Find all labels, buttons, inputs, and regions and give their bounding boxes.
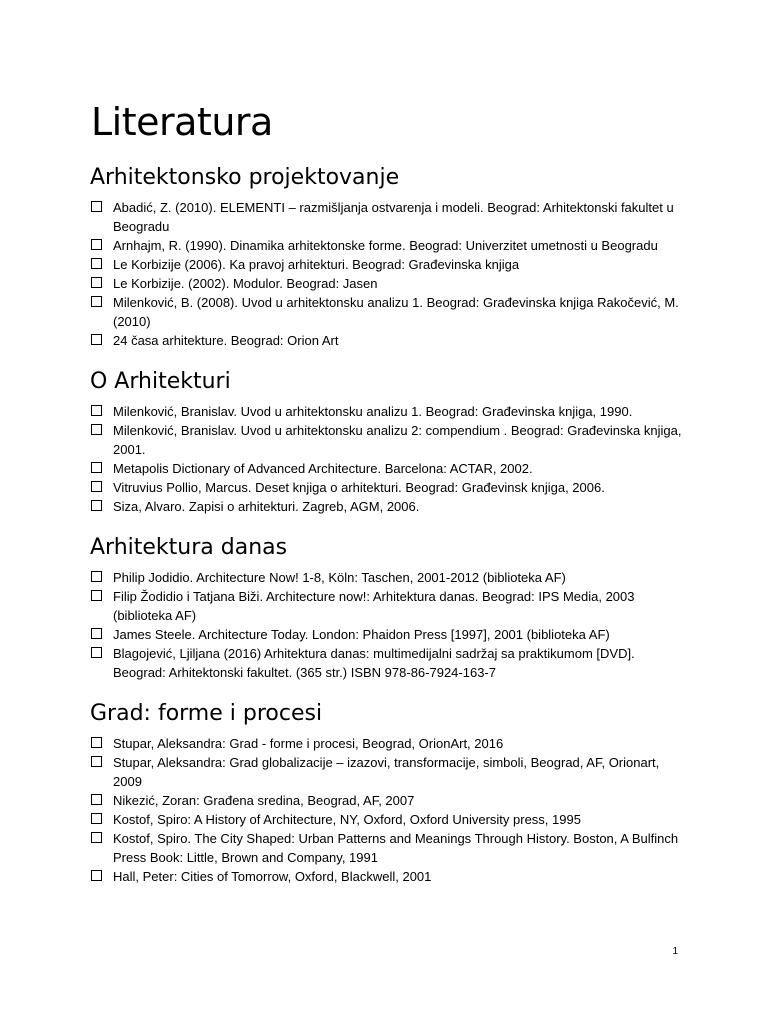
checkbox[interactable] xyxy=(91,424,102,435)
checkbox[interactable] xyxy=(91,239,102,250)
checkbox[interactable] xyxy=(91,334,102,345)
reference-item xyxy=(91,587,691,625)
reference-text: Milenković, B. (2008). Uvod u arhitektonsku analizu 1. Beograd: Građevinska knjiga Rakočević, M. (2010) xyxy=(113,295,679,329)
checkbox[interactable] xyxy=(91,277,102,288)
reference-item xyxy=(91,644,691,682)
section-heading: Arhitektonsko projektovanje xyxy=(90,165,400,190)
reference-item xyxy=(91,274,691,293)
section xyxy=(91,368,691,516)
checkbox[interactable] xyxy=(91,794,102,805)
reference-item xyxy=(91,421,691,459)
checkbox[interactable] xyxy=(91,647,102,658)
reference-text: Philip Jodidio. Architecture Now! 1-8, Köln: Taschen, 2001-2012 (biblioteka AF) xyxy=(113,570,566,585)
reference-item xyxy=(91,255,691,274)
reference-text: Kostof, Spiro. The City Shaped: Urban Patterns and Meanings Through History. Boston, A Bulfinch Press Book: Little, Brown and Company, 1991 xyxy=(113,831,679,865)
reference-text: Kostof, Spiro: A History of Architecture, NY, Oxford, Oxford University press, 1995 xyxy=(113,812,581,827)
reference-item xyxy=(91,753,691,791)
checkbox[interactable] xyxy=(91,201,102,212)
reference-item xyxy=(91,734,691,753)
checkbox[interactable] xyxy=(91,813,102,824)
checkbox[interactable] xyxy=(91,628,102,639)
reference-text: Siza, Alvaro. Zapisi o arhitekturi. Zagreb, AGM, 2006. xyxy=(113,499,420,514)
reference-item xyxy=(91,791,691,810)
section-heading: O Arhitekturi xyxy=(90,369,231,394)
reference-item xyxy=(91,331,691,350)
section-heading: Grad: forme i procesi xyxy=(90,701,323,726)
checkbox[interactable] xyxy=(91,590,102,601)
page-number: 1 xyxy=(672,946,678,957)
reference-item xyxy=(91,402,691,421)
checkbox[interactable] xyxy=(91,500,102,511)
reference-list xyxy=(91,402,691,516)
reference-item xyxy=(91,497,691,516)
section xyxy=(91,164,691,350)
page-title: Literatura xyxy=(91,100,273,144)
checkbox[interactable] xyxy=(91,756,102,767)
reference-item xyxy=(91,829,691,867)
section xyxy=(91,700,691,886)
reference-text: Hall, Peter: Cities of Tomorrow, Oxford, Blackwell, 2001 xyxy=(113,869,432,884)
reference-item xyxy=(91,459,691,478)
checkbox[interactable] xyxy=(91,296,102,307)
reference-list xyxy=(91,568,691,682)
reference-text: Abadić, Z. (2010). ELEMENTI – razmišljanja ostvarenja i modeli. Beograd: Arhitektonski fakultet u Beogradu xyxy=(113,200,674,234)
reference-list xyxy=(91,734,691,886)
reference-text: Nikezić, Zoran: Građena sredina, Beograd, AF, 2007 xyxy=(113,793,415,808)
reference-item xyxy=(91,236,691,255)
checkbox[interactable] xyxy=(91,462,102,473)
checkbox[interactable] xyxy=(91,832,102,843)
reference-list xyxy=(91,198,691,350)
reference-text: 24 časa arhitekture. Beograd: Orion Art xyxy=(113,333,339,348)
reference-text: Stupar, Aleksandra: Grad globalizacije – izazovi, transformacije, simboli, Beograd, AF, Orionart, 2009 xyxy=(113,755,660,789)
reference-text: Blagojević, Ljiljana (2016) Arhitektura danas: multimedijalni sadržaj sa praktikumom [DVD]. Beograd: Arhitektonski fakultet. (365 str.) ISBN 978-86-7924-163-7 xyxy=(113,646,635,680)
reference-text: Milenković, Branislav. Uvod u arhitektonsku analizu 2: compendium . Beograd: Građevinska knjiga, 2001. xyxy=(113,423,682,457)
reference-text: Le Korbizije (2006). Ka pravoj arhitekturi. Beograd: Građevinska knjiga xyxy=(113,257,520,272)
reference-text: Arnhajm, R. (1990). Dinamika arhitektonske forme. Beograd: Univerzitet umetnosti u Beogradu xyxy=(113,238,658,253)
checkbox[interactable] xyxy=(91,481,102,492)
reference-item xyxy=(91,810,691,829)
checkbox[interactable] xyxy=(91,405,102,416)
section xyxy=(91,534,691,682)
checkbox[interactable] xyxy=(91,737,102,748)
reference-text: James Steele. Architecture Today. London: Phaidon Press [1997], 2001 (biblioteka AF) xyxy=(113,627,610,642)
reference-text: Vitruvius Pollio, Marcus. Deset knjiga o arhitekturi. Beograd: Građevinsk knjiga, 2006. xyxy=(113,480,605,495)
reference-item xyxy=(91,568,691,587)
checkbox[interactable] xyxy=(91,571,102,582)
reference-text: Filip Žodidio i Tatjana Biži. Architecture now!: Arhitektura danas. Beograd: IPS Media, 2003 (biblioteka AF) xyxy=(113,589,635,623)
reference-item xyxy=(91,293,691,331)
reference-item xyxy=(91,625,691,644)
reference-item xyxy=(91,867,691,886)
section-heading: Arhitektura danas xyxy=(90,535,288,560)
checkbox[interactable] xyxy=(91,870,102,881)
reference-text: Milenković, Branislav. Uvod u arhitektonsku analizu 1. Beograd: Građevinska knjiga, 1990. xyxy=(113,404,633,419)
reference-item xyxy=(91,478,691,497)
reference-item xyxy=(91,198,691,236)
checkbox[interactable] xyxy=(91,258,102,269)
bibliography-sections xyxy=(91,164,691,886)
reference-text: Le Korbizije. (2002). Modulor. Beograd: Jasen xyxy=(113,276,378,291)
page-content xyxy=(91,96,691,904)
reference-text: Stupar, Aleksandra: Grad - forme i procesi, Beograd, OrionArt, 2016 xyxy=(113,736,504,751)
reference-text: Metapolis Dictionary of Advanced Architecture. Barcelona: ACTAR, 2002. xyxy=(113,461,533,476)
